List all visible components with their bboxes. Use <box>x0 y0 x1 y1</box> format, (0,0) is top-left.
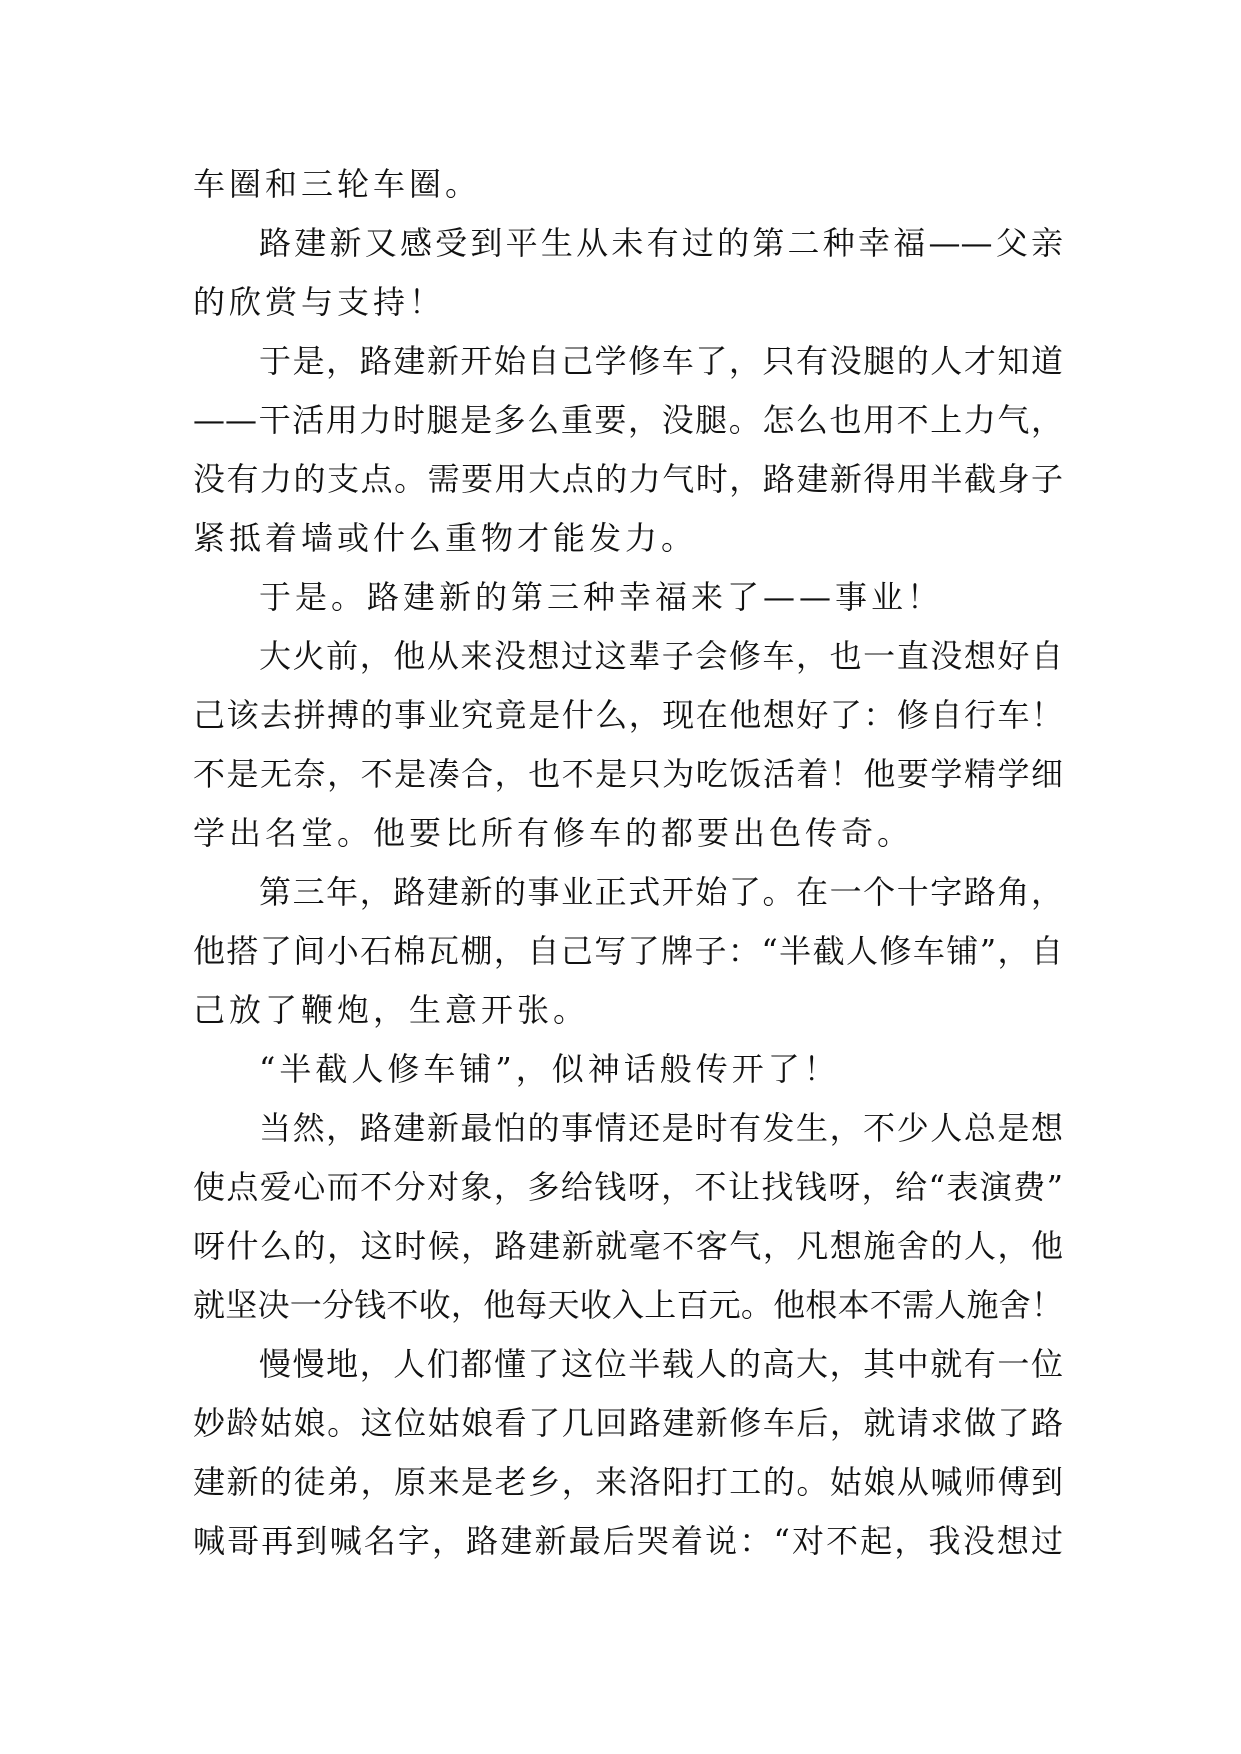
text-line: 喊哥再到喊名字，路建新最后哭着说：“对不起，我没想过 <box>193 1522 1063 1560</box>
text-line: 第三年，路建新的事业正式开始了。在一个十字路角， <box>259 873 1063 911</box>
text-line: 的欣赏与支持！ <box>193 283 446 321</box>
text-line: 呀什么的，这时候，路建新就毫不客气，凡想施舍的人，他 <box>193 1227 1063 1265</box>
text-line: 建新的徒弟，原来是老乡，来洛阳打工的。姑娘从喊师傅到 <box>193 1463 1063 1501</box>
body-text <box>193 155 1063 1571</box>
text-line: 当然，路建新最怕的事情还是时有发生，不少人总是想 <box>259 1109 1063 1147</box>
text-line: 使点爱心而不分对象，多给钱呀，不让找钱呀，给“表演费” <box>193 1168 1063 1206</box>
text-line: 他搭了间小石棉瓦棚，自己写了牌子：“半截人修车铺”，自 <box>193 932 1063 970</box>
text-line: 大火前，他从来没想过这辈子会修车，也一直没想好自 <box>259 637 1063 675</box>
text-line: ——干活用力时腿是多么重要，没腿。怎么也用不上力气， <box>193 401 1063 439</box>
text-line: 没有力的支点。需要用大点的力气时，路建新得用半截身子 <box>193 460 1063 498</box>
text-line: 己该去拼搏的事业究竟是什么，现在他想好了：修自行车！ <box>193 696 1063 734</box>
text-line: 己放了鞭炮，生意开张。 <box>193 991 590 1029</box>
text-line: 车圈和三轮车圈。 <box>193 165 482 203</box>
text-line: 就坚决一分钱不收，他每天收入上百元。他根本不需人施舍！ <box>193 1286 1063 1324</box>
text-line: 妙龄姑娘。这位姑娘看了几回路建新修车后，就请求做了路 <box>193 1404 1063 1442</box>
text-line: 紧抵着墙或什么重物才能发力。 <box>193 519 698 557</box>
text-line: 学出名堂。他要比所有修车的都要出色传奇。 <box>193 814 914 852</box>
text-line: 慢慢地，人们都懂了这位半载人的高大，其中就有一位 <box>259 1345 1063 1383</box>
text-line: 于是，路建新开始自己学修车了，只有没腿的人才知道 <box>259 342 1063 380</box>
text-line: 于是。路建新的第三种幸福来了——事业！ <box>259 578 944 616</box>
text-line: 路建新又感受到平生从未有过的第二种幸福——父亲 <box>259 224 1063 262</box>
text-line: “半截人修车铺”，似神话般传开了！ <box>259 1050 840 1088</box>
text-line: 不是无奈，不是凑合，也不是只为吃饭活着！他要学精学细 <box>193 755 1063 793</box>
